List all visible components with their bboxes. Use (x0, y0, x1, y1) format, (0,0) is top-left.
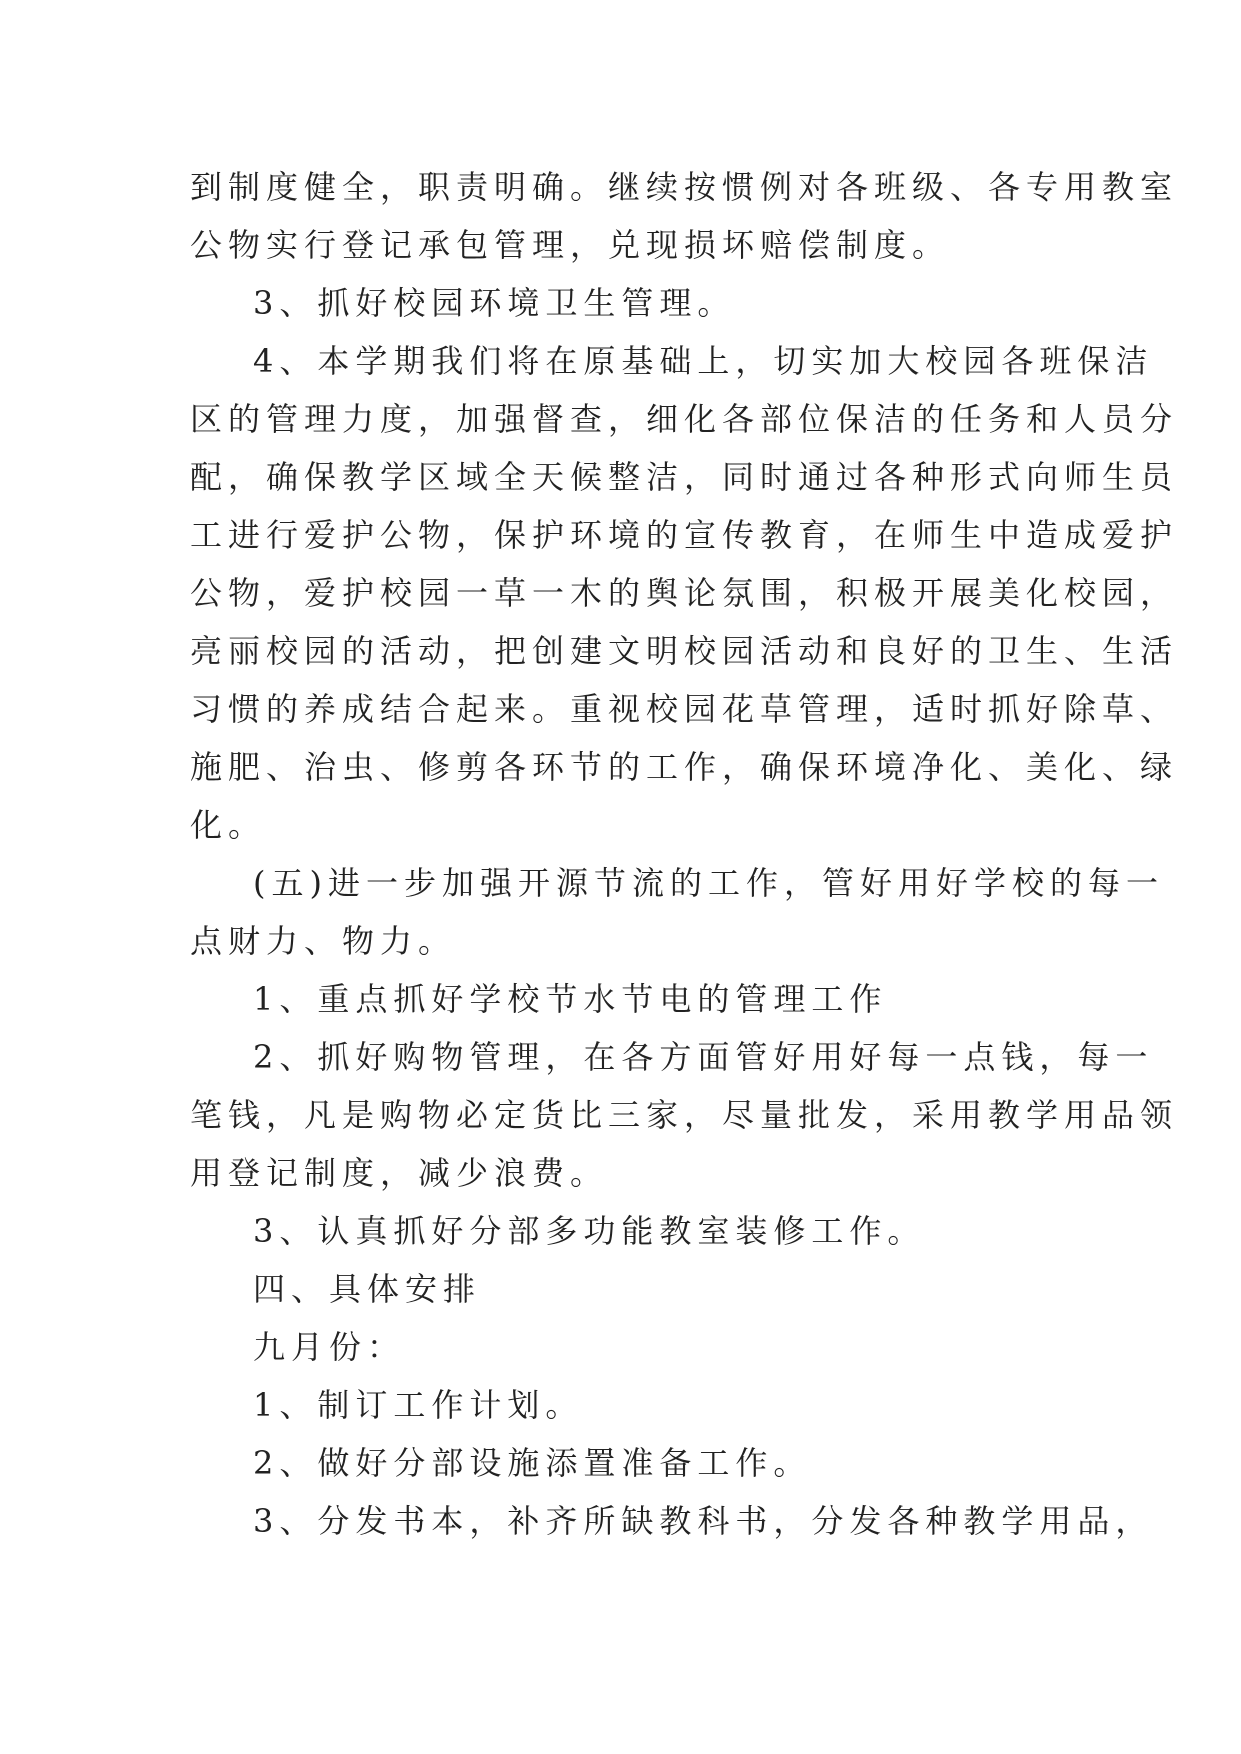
text-line: 用登记制度，减少浪费。 (190, 1154, 609, 1192)
text-line: 4、本学期我们将在原基础上，切实加大校园各班保洁 (253, 342, 1154, 380)
text-line: 化。 (190, 806, 267, 844)
text-line: 四、具体安排 (253, 1270, 482, 1308)
text-line: 2、做好分部设施添置准备工作。 (253, 1444, 812, 1482)
text-line: 点财力、物力。 (190, 922, 457, 960)
text-line: 配，确保教学区域全天候整洁，同时通过各种形式向师生员 (190, 458, 1179, 496)
text-line: 施肥、治虫、修剪各环节的工作，确保环境净化、美化、绿 (190, 748, 1179, 786)
text-line: 3、认真抓好分部多功能教室装修工作。 (253, 1212, 926, 1250)
paragraph (190, 1434, 1070, 1492)
paragraph (190, 1318, 1070, 1376)
text-line: 区的管理力度，加强督查，细化各部位保洁的任务和人员分 (190, 400, 1179, 438)
text-line: 3、分发书本，补齐所缺教科书，分发各种教学用品， (253, 1502, 1154, 1540)
text-line: 1、重点抓好学校节水节电的管理工作 (253, 980, 888, 1018)
paragraph (190, 1376, 1070, 1434)
text-line: 公物，爱护校园一草一木的舆论氛围，积极开展美化校园， (190, 574, 1179, 612)
paragraph (190, 1260, 1070, 1318)
document-body (190, 158, 1179, 1550)
paragraph (190, 1028, 1179, 1202)
text-line: 习惯的养成结合起来。重视校园花草管理，适时抓好除草、 (190, 690, 1179, 728)
text-line: 到制度健全，职责明确。继续按惯例对各班级、各专用教室 (190, 168, 1179, 206)
paragraph (190, 1202, 1070, 1260)
text-line: 笔钱，凡是购物必定货比三家，尽量批发，采用教学用品领 (190, 1096, 1179, 1134)
paragraph (190, 332, 1179, 854)
text-line: 亮丽校园的活动，把创建文明校园活动和良好的卫生、生活 (190, 632, 1179, 670)
text-line: 公物实行登记承包管理，兑现损坏赔偿制度。 (190, 226, 951, 264)
text-line: 3、抓好校园环境卫生管理。 (253, 284, 736, 322)
text-line: (五)进一步加强开源节流的工作，管好用好学校的每一 (253, 864, 1164, 902)
text-line: 工进行爱护公物，保护环境的宣传教育，在师生中造成爱护 (190, 516, 1179, 554)
paragraph (190, 854, 1164, 970)
text-line: 1、制订工作计划。 (253, 1386, 584, 1424)
paragraph (190, 158, 1179, 274)
paragraph (190, 274, 1070, 332)
text-line: 2、抓好购物管理，在各方面管好用好每一点钱，每一 (253, 1038, 1154, 1076)
paragraph (190, 1492, 1154, 1550)
text-line: 九月份： (253, 1328, 406, 1366)
paragraph (190, 970, 1070, 1028)
